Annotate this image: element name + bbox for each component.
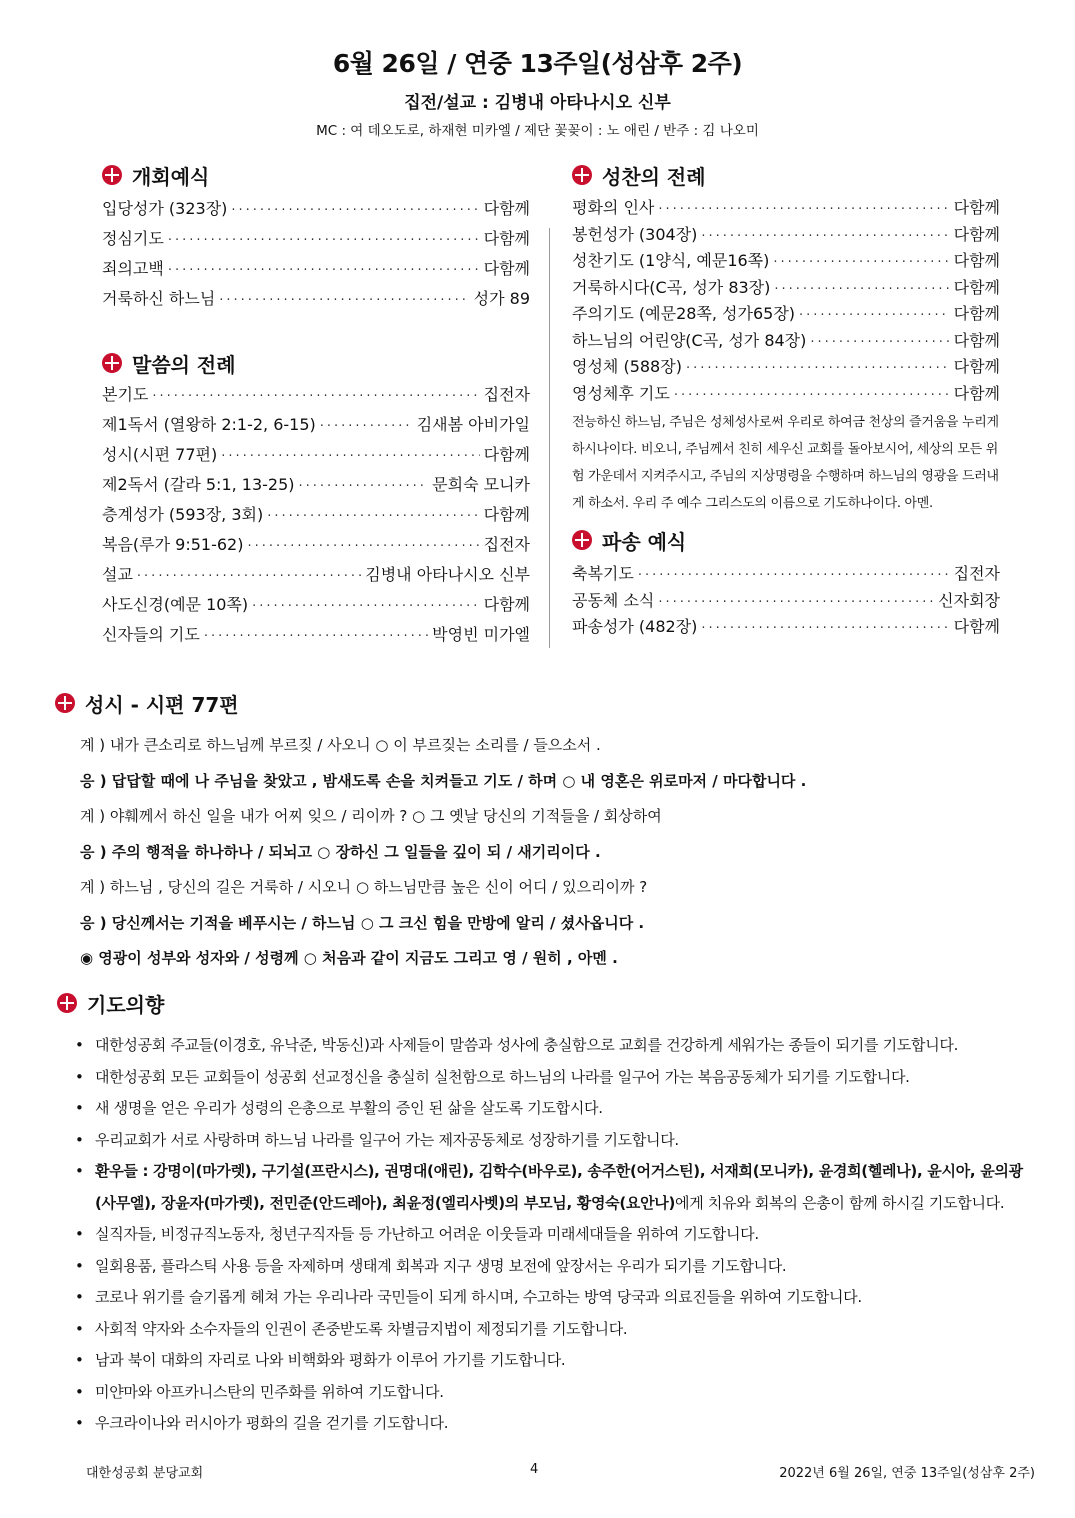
order-row: 공동체 소식 ····· 신자회장 [572,588,1000,615]
psalm-line: 응 ) 당신께서는 기적을 베푸시는 / 하느님 ○ 그 크신 힘을 만방에 알리 / 셨사옵니다 . [80,913,645,932]
footer-church: 대한성공회 분당교회 [86,1466,204,1481]
order-row: 파송성가 (482장) ····· 다함께 [572,614,1000,641]
list-item-sick [57,1156,1027,1219]
psalm-lines [80,728,1015,977]
sick-prayer: 에게 치유와 회복의 은총이 함께 하시길 기도합니다. [675,1193,1005,1212]
list-item: • 대한성공회 주교들(이경호, 유낙준, 박동신)과 사제들이 말씀과 성사에 충실함으로 교회를 건강하게 세워가는 종들이 되기를 기도합니다. [57,1030,1027,1062]
cross-icon [55,693,75,713]
order-row: 제2독서 (갈라 5:1, 13-25) ····· 문희숙 모니카 [102,470,530,500]
order-row: 거룩하시다(C곡, 성가 83장) ····· 다함께 [572,275,1000,302]
sick-names: 환우들 : 강명이(마가렛), 구기설(프란시스), 권명대(애린), 김학수(바우로), 송주한(어거스틴), 서재희(모니카), 윤경희(헬레나), 윤시아, 윤의광(사무엘), 장윤자(마가렛), 전민준(안드레아), 최윤정(엘리사벳)의 부모님, 황영숙(요안나) [95,1162,1023,1212]
cross-icon [102,353,122,373]
section-intentions-title: 기도의향 [57,988,1027,1018]
list-item: • 코로나 위기를 슬기롭게 헤쳐 가는 우리나라 국민들이 되게 하시며, 수고하는 방역 당국과 의료진들을 위하여 기도합니다. [57,1282,1027,1314]
cross-icon [572,165,592,185]
list-item: • 새 생명을 얻은 우리가 성령의 은총으로 부활의 증인 된 삶을 살도록 기도합시다. [57,1093,1027,1125]
order-row: 축복기도 ····· 집전자 [572,561,1000,588]
list-item: • 실직자들, 비정규직노동자, 청년구직자들 등 가난하고 어려운 이웃들과 미래세대들을 위하여 기도합니다. [57,1219,1027,1251]
order-row: 영성체 (588장) ····· 다함께 [572,354,1000,381]
order-row: 하느님의 어린양(C곡, 성가 84장) ····· 다함께 [572,328,1000,355]
list-item: • 미얀마와 아프카니스탄의 민주화를 위하여 기도합니다. [57,1377,1027,1409]
word-list [102,380,530,650]
order-row: 평화의 인사 ····· 다함께 [572,195,1000,222]
post-communion-prayer: 전능하신 하느님, 주님은 성체성사로써 우리로 하여금 천상의 즐거움을 누리게 하시나이다. 비오니, 주님께서 친히 세우신 교회를 돌아보시어, 세상의 모든 위험 가운데서 지켜주시고, 주님의 지상명령을 수행하며 하느님의 영광을 드러내게 하소서. 우리 주 예수 그리스도의 이름으로 기도하나이다. 아멘. [572,415,999,511]
psalm-line: 응 ) 주의 행적을 하나하나 / 되뇌고 ○ 장하신 그 일들을 깊이 되 / 새기리이다 . [80,842,601,861]
page-title: 6월 26일 / 연중 13주일(성삼후 2주) [332,49,743,78]
dismissal-list [572,561,1000,641]
order-row: 설교 ····· 김병내 아타나시오 신부 [102,560,530,590]
opening-list [102,194,530,314]
list-item: • 일회용품, 플라스틱 사용 등을 자제하며 생태계 회복과 지구 생명 보전에 앞장서는 우리가 되기를 기도합니다. [57,1251,1027,1283]
footer-date: 2022년 6월 26일, 연중 13주일(성삼후 2주) [779,1466,1035,1481]
intentions-list [57,1030,1027,1440]
list-item: • 사회적 약자와 소수자들의 인권이 존중받도록 차별금지법이 제정되기를 기도합니다. [57,1314,1027,1346]
cross-icon [102,165,122,185]
list-item: • 우크라이나와 러시아가 평화의 길을 걷기를 기도합니다. [57,1408,1027,1440]
section-psalm-title: 성시 - 시편 77편 [55,688,1015,718]
page-header [0,44,1075,139]
order-row: 거룩하신 하느님 ····· 성가 89 [102,284,530,314]
section-opening-title: 개회예식 [102,160,530,190]
eucharist-list [572,195,1000,407]
psalm-line: ◉ 영광이 성부와 성자와 / 성령께 ○ 처음과 같이 지금도 그리고 영 / 원히 , 아멘 . [80,949,618,967]
list-item: • 대한성공회 모든 교회들이 성공회 선교정신을 충실히 실천함으로 하느님의 나라를 일구어 가는 복음공동체가 되기를 기도합니다. [57,1062,1027,1094]
order-row: 본기도 ····· 집전자 [102,380,530,410]
order-row: 입당성가 (323장) ····· 다함께 [102,194,530,224]
psalm-line: 응 ) 답답할 때에 나 주님을 찾았고 , 밤새도록 손을 치켜들고 기도 / 하며 ○ 내 영혼은 위로마저 / 마다합니다 . [80,771,807,790]
order-row: 주의기도 (예문28쪽, 성가65장) ····· 다함께 [572,301,1000,328]
list-item: • 우리교회가 서로 사랑하며 하느님 나라를 일구어 가는 제자공동체로 성장하기를 기도합니다. [57,1125,1027,1157]
psalm-line: 계 ) 야훼께서 하신 일을 내가 어찌 잊으 / 리이까 ? ○ 그 옛날 당신의 기적들을 / 회상하여 [80,807,662,825]
right-column [572,160,1000,641]
cross-icon [572,530,592,550]
list-item: • 남과 북이 대화의 자리로 나와 비핵화와 평화가 이루어 가기를 기도합니다. [57,1345,1027,1377]
psalm-line: 계 ) 내가 큰소리로 하느님께 부르짖 / 사오니 ○ 이 부르짖는 소리를 / 들으소서 . [80,736,601,754]
page-number: 4 [530,1462,539,1477]
order-row: 신자들의 기도 ····· 박영빈 미가엘 [102,620,530,650]
order-row: 영성체후 기도 ····· 다함께 [572,381,1000,408]
order-row: 죄의고백 ····· 다함께 [102,254,530,284]
column-divider [549,228,550,648]
section-word-title: 말씀의 전례 [102,348,530,378]
section-eucharist-title: 성찬의 전례 [572,160,1000,190]
cross-icon [57,993,77,1013]
intentions-section [57,988,1027,1440]
psalm-section [55,688,1015,977]
section-dismissal-title: 파송 예식 [572,525,1000,555]
order-row: 성시(시편 77편) ····· 다함께 [102,440,530,470]
ministers-line: MC : 여 데오도로, 하재현 미카엘 / 제단 꽃꽂이 : 노 애린 / 반주 : 김 나오미 [316,123,759,139]
left-column [102,160,530,650]
psalm-line: 계 ) 하느님 , 당신의 길은 거룩하 / 시오니 ○ 하느님만큼 높은 신이 어디 / 있으리이까 ? [80,878,648,896]
order-row: 봉헌성가 (304장) ····· 다함께 [572,222,1000,249]
order-row: 복음(루가 9:51-62) ····· 집전자 [102,530,530,560]
order-row: 성찬기도 (1양식, 예문16쪽) ····· 다함께 [572,248,1000,275]
order-row: 사도신경(예문 10쪽) ····· 다함께 [102,590,530,620]
celebrant-line: 집전/설교 : 김병내 아타나시오 신부 [404,93,671,113]
order-row: 정심기도 ····· 다함께 [102,224,530,254]
order-row: 제1독서 (열왕하 2:1-2, 6-15) ····· 김새봄 아비가일 [102,410,530,440]
order-row: 층계성가 (593장, 3회) ····· 다함께 [102,500,530,530]
